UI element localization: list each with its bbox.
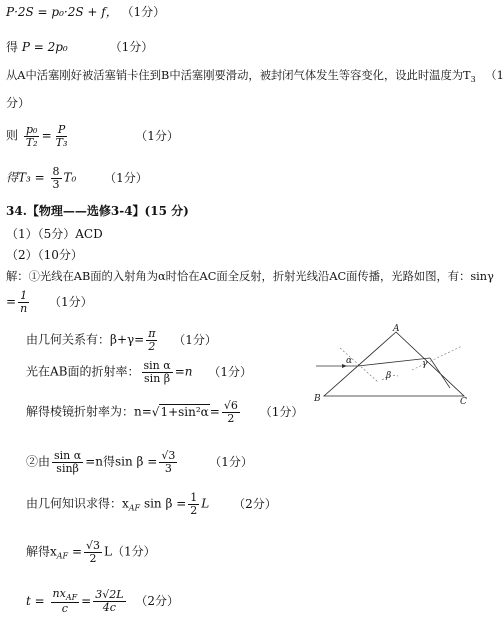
label-alpha: α bbox=[346, 356, 353, 366]
line-9 bbox=[6, 248, 83, 262]
length-L-points: L（1分） bbox=[104, 544, 156, 559]
line-1 bbox=[6, 5, 165, 19]
points-label: （2分） bbox=[135, 593, 179, 608]
paragraph-text: 从A中活塞刚好被活塞销卡住到B中活塞刚要滑动，被封闭气体发生等容变化，设此时温度为T bbox=[6, 69, 471, 82]
points-label: （1分） bbox=[209, 454, 253, 469]
lead-text: 则 bbox=[6, 128, 19, 143]
line-5: 则 $\frac{\text{p₀}}{\text{T₂}}$ = $\frac{P}{\text{T₃}}$ （1分） bbox=[6, 123, 179, 149]
subscript: 3 bbox=[470, 75, 476, 84]
geometry-text: 由几何知识求得：x bbox=[26, 496, 129, 511]
line-8 bbox=[6, 227, 103, 241]
refraction-text: 光在AB面的折射率： bbox=[26, 364, 140, 379]
label-beta: β bbox=[386, 371, 392, 381]
step-2-text: ②由 bbox=[26, 454, 51, 469]
points-label: （1分） bbox=[121, 5, 166, 19]
lead-text: 得T₃ = bbox=[6, 170, 45, 185]
fraction-sina-sinb: $\frac{\text{sin α}}{\text{sin β}}$ bbox=[143, 359, 171, 385]
points-label: （1 bbox=[485, 69, 504, 82]
index-result-text: 解得棱镜折射率为：n= bbox=[26, 404, 152, 419]
line-11 bbox=[6, 290, 93, 314]
line-6 bbox=[6, 166, 148, 190]
time-lead: t = bbox=[26, 593, 45, 608]
label-A: A bbox=[393, 324, 400, 334]
fraction-nx-c: $\frac{nx_{AF}}{c}$ bbox=[52, 587, 78, 616]
points-label: （1分） bbox=[208, 364, 252, 379]
label-gamma: γ bbox=[422, 359, 428, 369]
points-label: （2分） bbox=[233, 496, 277, 511]
solve-text: 解得x bbox=[26, 544, 57, 559]
line-3 bbox=[6, 69, 504, 85]
equation-pressure: P = 2p₀ bbox=[21, 40, 68, 54]
equals-n: =n bbox=[174, 364, 193, 379]
points-label: 分） bbox=[6, 96, 31, 110]
equation-force-balance: P·2S = p₀·2S + f， bbox=[6, 5, 118, 19]
answer-part-1: （1）（5分）ACD bbox=[6, 227, 103, 241]
fraction-p0-T2: $\frac{\text{p₀}}{\text{T₂}}$ bbox=[25, 123, 38, 149]
line-14: 解得棱镜折射率为：n=√1+sin²α= $\frac{√6}{2}$ （1分） bbox=[26, 399, 304, 425]
equals-sign: = bbox=[6, 294, 17, 309]
fraction-P-T3: $\frac{P}{\text{T₃}}$ bbox=[55, 123, 68, 149]
fraction-sqrt6-2: $\frac{√6}{2}$ bbox=[223, 399, 238, 425]
line-2 bbox=[6, 40, 153, 54]
reflected-ray bbox=[430, 358, 450, 388]
answer-part-2: （2）（10分） bbox=[6, 248, 83, 262]
section-heading-text: 34.【物理——选修3-4】(15 分) bbox=[6, 204, 189, 218]
points-label: （1分） bbox=[109, 40, 154, 54]
points-label: （1分） bbox=[259, 404, 304, 419]
label-C: C bbox=[460, 397, 467, 407]
line-17: 解得$x_{AF}$ = $\frac{√3}{2}$ L（1分） bbox=[26, 539, 156, 565]
line-10 bbox=[6, 270, 494, 284]
dashed-guide bbox=[412, 346, 462, 370]
points-label: （1分） bbox=[135, 128, 179, 143]
line-12 bbox=[26, 328, 217, 352]
sin-beta-eq: sin β = bbox=[143, 496, 187, 511]
line-15 bbox=[26, 450, 253, 474]
points-label: （1分） bbox=[104, 170, 148, 185]
section-heading bbox=[6, 204, 189, 218]
label-B: B bbox=[314, 394, 321, 404]
sin-beta-text: =n得sin β = bbox=[85, 454, 158, 469]
points-label: （1分） bbox=[173, 332, 217, 347]
fraction-sqrt3-2: $\frac{√3}{2}$ bbox=[86, 539, 101, 565]
prism-diagram bbox=[312, 326, 468, 406]
points-label: （1分） bbox=[48, 294, 93, 309]
line-4 bbox=[6, 96, 30, 110]
fraction-sina-sinb-2: $\frac{\text{sin α}}{\sin\beta}$ bbox=[54, 449, 82, 475]
refracted-ray bbox=[358, 358, 430, 366]
fraction-8-3: $\frac{8}{3}$ bbox=[52, 165, 60, 191]
sqrt-expression: √1+sin²α bbox=[151, 404, 209, 419]
line-16: 由几何知识求得：$x_{AF}$ sin β = $\frac{1}{2}$ L （2分） bbox=[26, 491, 277, 517]
fraction-1-n: $\frac{1}{n}$ bbox=[20, 289, 28, 315]
prism-triangle bbox=[324, 332, 464, 396]
fraction-3sqrt2L-4c: $\frac{3√2L}{4c}$ bbox=[95, 588, 124, 614]
line-13 bbox=[26, 360, 252, 384]
length-L: L bbox=[201, 496, 210, 511]
line-18: t = $\frac{nx_{AF}}{c}$ = $\frac{3√2L}{4c}$ （2分） bbox=[26, 587, 179, 616]
fraction-pi-2: $\frac{\pi}{2}$ bbox=[148, 327, 156, 353]
solution-intro: 解：①光线在AB面的入射角为α时恰在AC面全反射，折射光线沿AC面传播，光路如图，有：sinγ bbox=[6, 270, 494, 283]
fraction-sqrt3-3: $\frac{√3}{3}$ bbox=[161, 449, 176, 475]
temperature-symbol: T₀ bbox=[63, 170, 77, 185]
lead-text: 得 bbox=[6, 40, 19, 54]
geometry-relation: 由几何关系有：β+γ= bbox=[26, 332, 145, 347]
fraction-1-2: $\frac{1}{2}$ bbox=[190, 491, 198, 517]
